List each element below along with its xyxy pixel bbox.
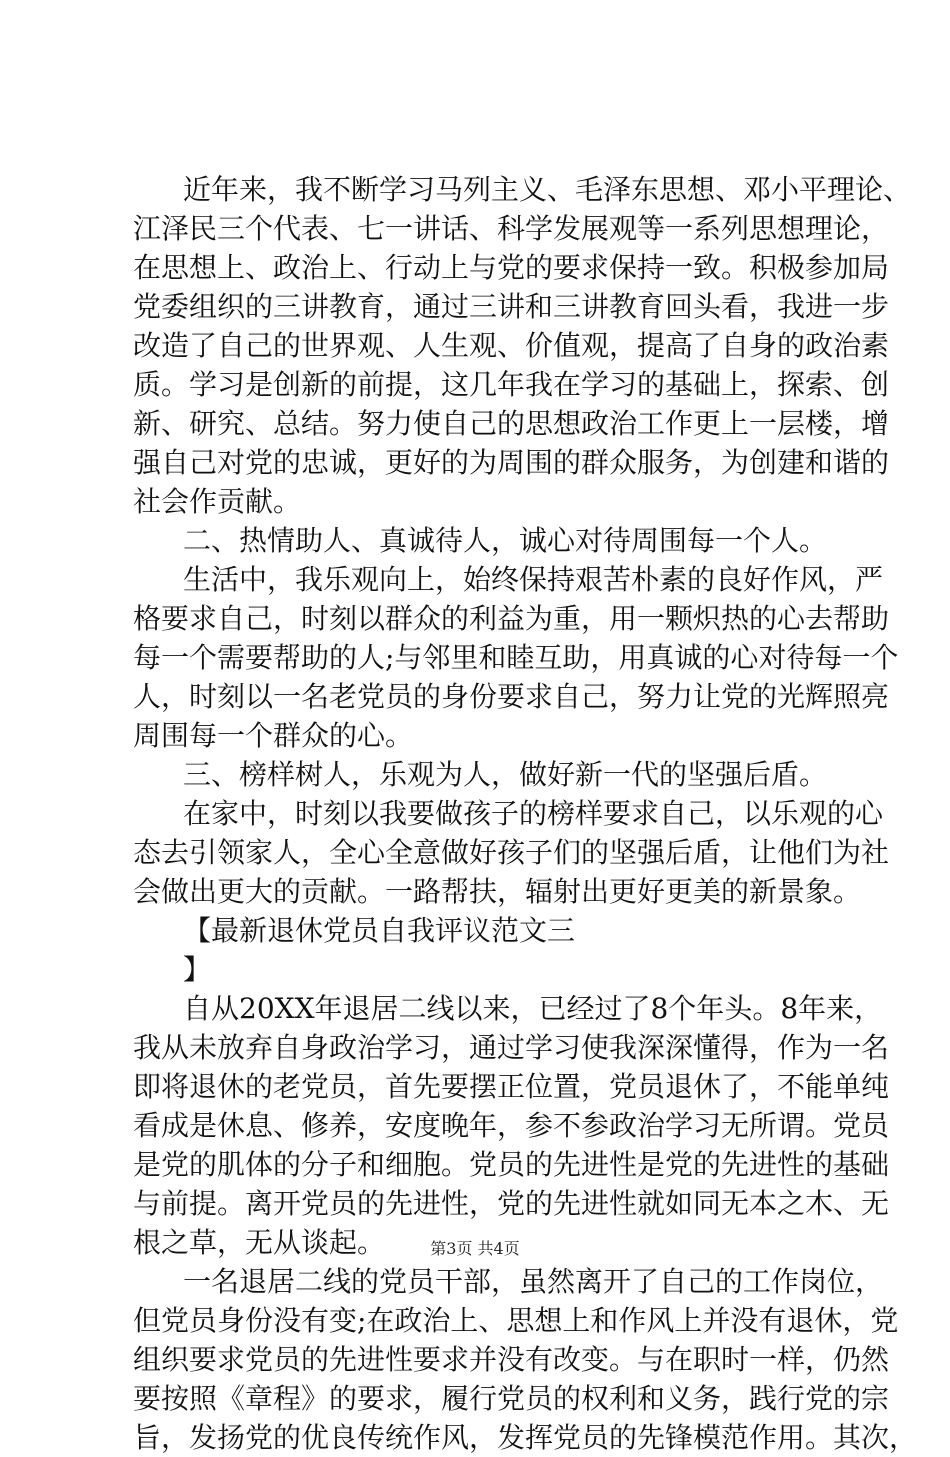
paragraph-line: 人，时刻以一名老党员的身份要求自己，努力让党的光辉照亮 bbox=[133, 680, 890, 713]
paragraph-line: 周围每一个群众的心。 bbox=[133, 719, 414, 752]
paragraph-line: 每一个需要帮助的人;与邻里和睦互助，用真诚的心对待每一个 bbox=[133, 641, 899, 674]
paragraph-line: 要按照《章程》的要求，履行党员的权利和义务，践行党的宗 bbox=[133, 1382, 890, 1415]
paragraph-line: 自从20XX年退居二线以来，已经过了8个年头。8年来， bbox=[183, 992, 883, 1025]
paragraph-line: 我从未放弃自身政治学习，通过学习使我深深懂得，作为一名 bbox=[133, 1031, 890, 1064]
page-number-footer: 第3页 共4页 bbox=[430, 1239, 520, 1258]
paragraph-line: 即将退休的老党员，首先要摆正位置，党员退休了，不能单纯 bbox=[133, 1070, 890, 1103]
paragraph-line: 态去引领家人，全心全意做好孩子们的坚强后盾，让他们为社 bbox=[133, 836, 890, 869]
paragraph-line: 是党的肌体的分子和细胞。党员的先进性是党的先进性的基础 bbox=[133, 1148, 890, 1181]
paragraph-line: 在思想上、政治上、行动上与党的要求保持一致。积极参加局 bbox=[133, 251, 890, 284]
paragraph-line: 社会作贡献。 bbox=[133, 485, 302, 518]
paragraph-line: 新、研究、总结。努力使自己的思想政治工作更上一层楼，增 bbox=[133, 407, 890, 440]
paragraph-line: 格要求自己，时刻以群众的利益为重，用一颗炽热的心去帮助 bbox=[133, 602, 890, 635]
paragraph-line: 一名退居二线的党员干部，虽然离开了自己的工作岗位， bbox=[183, 1265, 884, 1298]
paragraph-line: 改造了自己的世界观、人生观、价值观，提高了自身的政治素 bbox=[133, 329, 890, 362]
paragraph-line: 近年来，我不断学习马列主义、毛泽东思想、邓小平理论、 bbox=[183, 173, 912, 206]
paragraph-line: 看成是休息、修养，安度晚年，参不参政治学习无所谓。党员 bbox=[133, 1109, 890, 1142]
paragraph-line: 根之草，无从谈起。 bbox=[133, 1226, 386, 1259]
paragraph-line: 但党员身份没有变;在政治上、思想上和作风上并没有退休，党 bbox=[133, 1304, 899, 1337]
paragraph-line: 强自己对党的忠诚，更好的为周围的群众服务，为创建和谐的 bbox=[133, 446, 890, 479]
section-heading: 三、榜样树人，乐观为人，做好新一代的坚强后盾。 bbox=[183, 758, 828, 791]
paragraph-line: 组织要求党员的先进性要求并没有改变。与在职时一样，仍然 bbox=[133, 1343, 890, 1376]
section-heading: 二、热情助人、真诚待人，诚心对待周围每一个人。 bbox=[183, 524, 828, 557]
paragraph-line: 生活中，我乐观向上，始终保持艰苦朴素的良好作风，严 bbox=[183, 563, 884, 596]
paragraph-line: 旨，发扬党的优良传统作风，发挥党员的先锋模范作用。其次， bbox=[133, 1421, 918, 1454]
paragraph-line: 在家中，时刻以我要做孩子的榜样要求自己，以乐观的心 bbox=[183, 797, 884, 830]
article-title-bracket: 】 bbox=[183, 953, 212, 986]
article-title: 【最新退休党员自我评议范文三 bbox=[183, 914, 576, 947]
paragraph-line: 会做出更大的贡献。一路帮扶，辐射出更好更美的新景象。 bbox=[133, 875, 862, 908]
paragraph-line: 党委组织的三讲教育，通过三讲和三讲教育回头看，我进一步 bbox=[133, 290, 890, 323]
document-body bbox=[133, 170, 918, 1457]
paragraph-line: 质。学习是创新的前提，这几年我在学习的基础上，探索、创 bbox=[133, 368, 890, 401]
paragraph-line: 与前提。离开党员的先进性，党的先进性就如同无本之木、无 bbox=[133, 1187, 890, 1220]
paragraph-line: 江泽民三个代表、七一讲话、科学发展观等一系列思想理论， bbox=[133, 212, 890, 245]
